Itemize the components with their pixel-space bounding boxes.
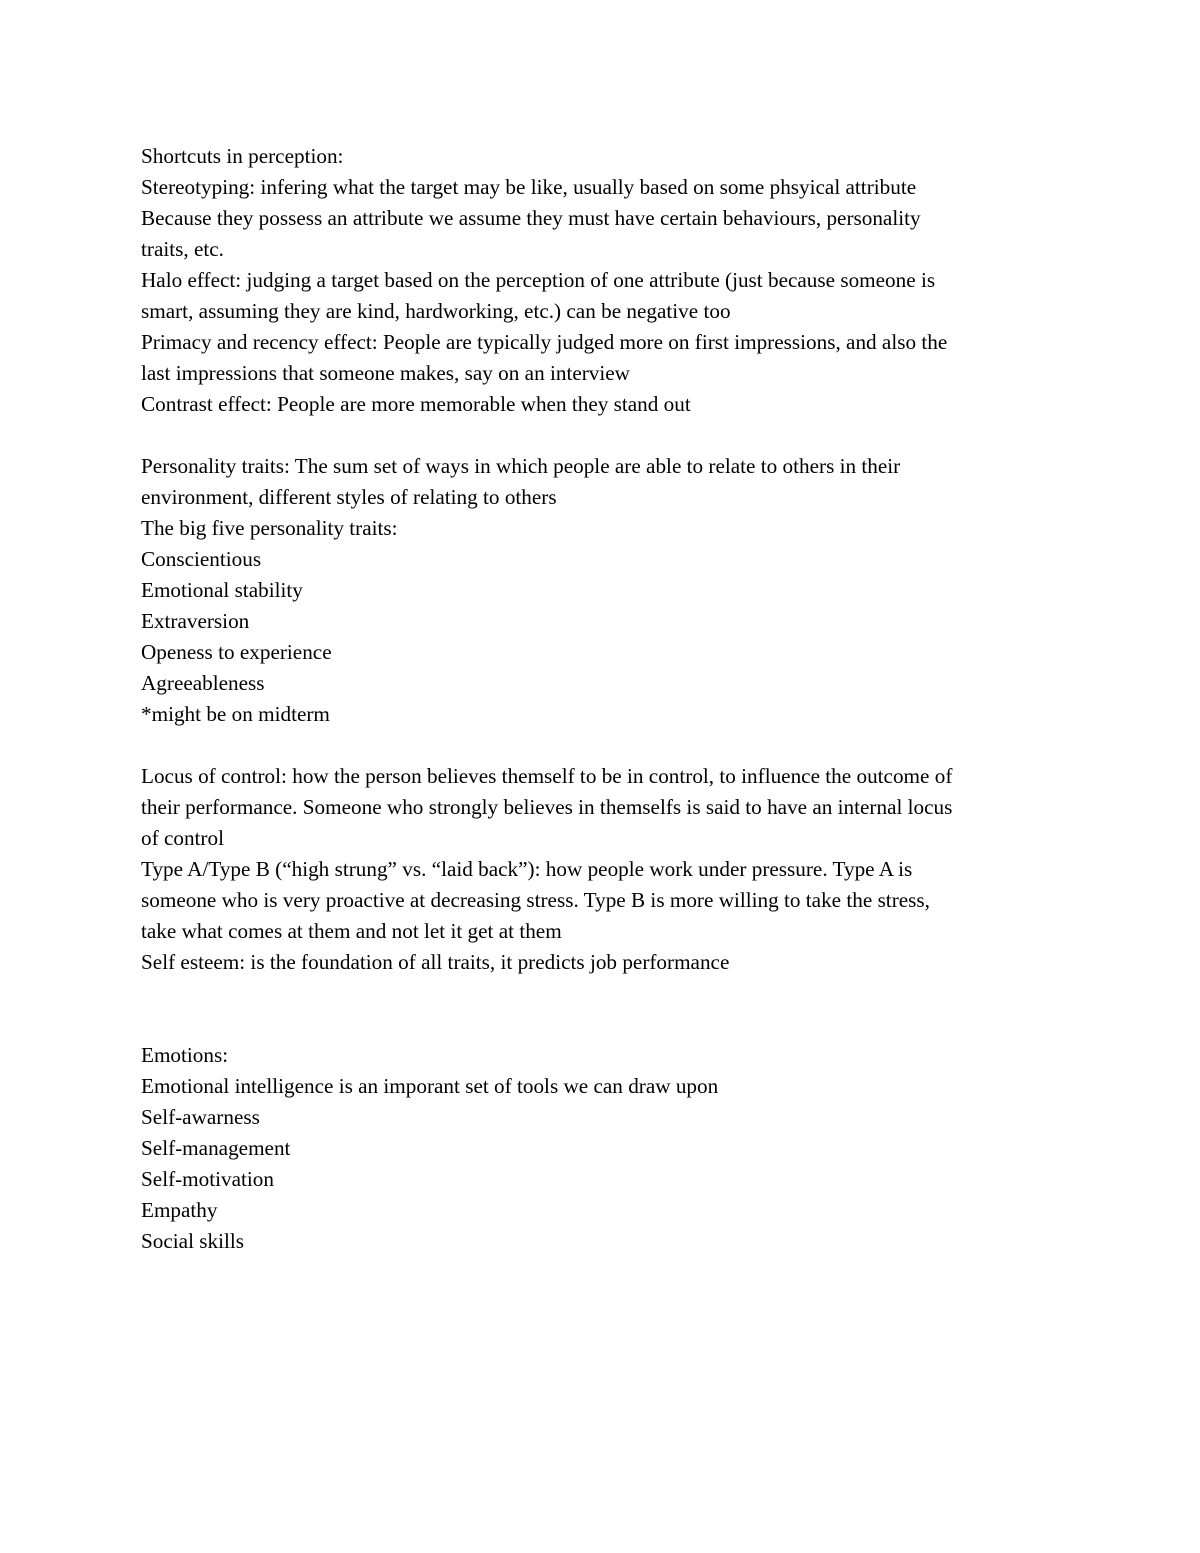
text-line: take what comes at them and not let it get at them — [141, 919, 562, 943]
text-line: Personality traits: The sum set of ways in which people are able to relate to others in their — [141, 454, 901, 478]
text-line: Self esteem: is the foundation of all traits, it predicts job performance — [141, 950, 730, 974]
text-line: of control — [141, 826, 224, 850]
text-line: smart, assuming they are kind, hardworking, etc.) can be negative too — [141, 299, 731, 323]
text-line: last impressions that someone makes, say on an interview — [141, 361, 630, 385]
list-item: Agreeableness — [141, 671, 265, 695]
text-line: their performance. Someone who strongly believes in themselfs is said to have an internal locus — [141, 795, 953, 819]
paragraph-gap — [141, 978, 1061, 1040]
text-line: Primacy and recency effect: People are typically judged more on first impressions, and also the — [141, 330, 948, 354]
list-item: Self-motivation — [141, 1167, 274, 1191]
text-line: Emotional intelligence is an imporant set of tools we can draw upon — [141, 1074, 719, 1098]
text-line: someone who is very proactive at decreasing stress. Type B is more willing to take the stress, — [141, 888, 930, 912]
list-item: Extraversion — [141, 609, 250, 633]
document-body — [141, 141, 1061, 1257]
list-item: Social skills — [141, 1229, 244, 1253]
section-heading-shortcuts: Shortcuts in perception: — [141, 144, 344, 168]
list-item: Openess to experience — [141, 640, 332, 664]
text-line: traits, etc. — [141, 237, 224, 261]
text-line: Contrast effect: People are more memorable when they stand out — [141, 392, 691, 416]
text-line: The big five personality traits: — [141, 516, 398, 540]
text-line: Locus of control: how the person believes themself to be in control, to influence the outcome of — [141, 764, 953, 788]
list-item: Self-awarness — [141, 1105, 260, 1129]
list-item: Self-management — [141, 1136, 291, 1160]
text-line: Halo effect: judging a target based on the perception of one attribute (just because someone is — [141, 268, 936, 292]
text-line: environment, different styles of relating to others — [141, 485, 557, 509]
text-line: Type A/Type B (“high strung” vs. “laid back”): how people work under pressure. Type A is — [141, 857, 913, 881]
paragraph-gap — [141, 730, 1061, 761]
list-item: Empathy — [141, 1198, 218, 1222]
list-item: Emotional stability — [141, 578, 303, 602]
text-line: Because they possess an attribute we assume they must have certain behaviours, personality — [141, 206, 921, 230]
paragraph-gap — [141, 420, 1061, 451]
list-item: Conscientious — [141, 547, 262, 571]
section-heading-emotions: Emotions: — [141, 1043, 229, 1067]
text-line: Stereotyping: infering what the target may be like, usually based on some phsyical attribute — [141, 175, 917, 199]
note-line: *might be on midterm — [141, 702, 330, 726]
